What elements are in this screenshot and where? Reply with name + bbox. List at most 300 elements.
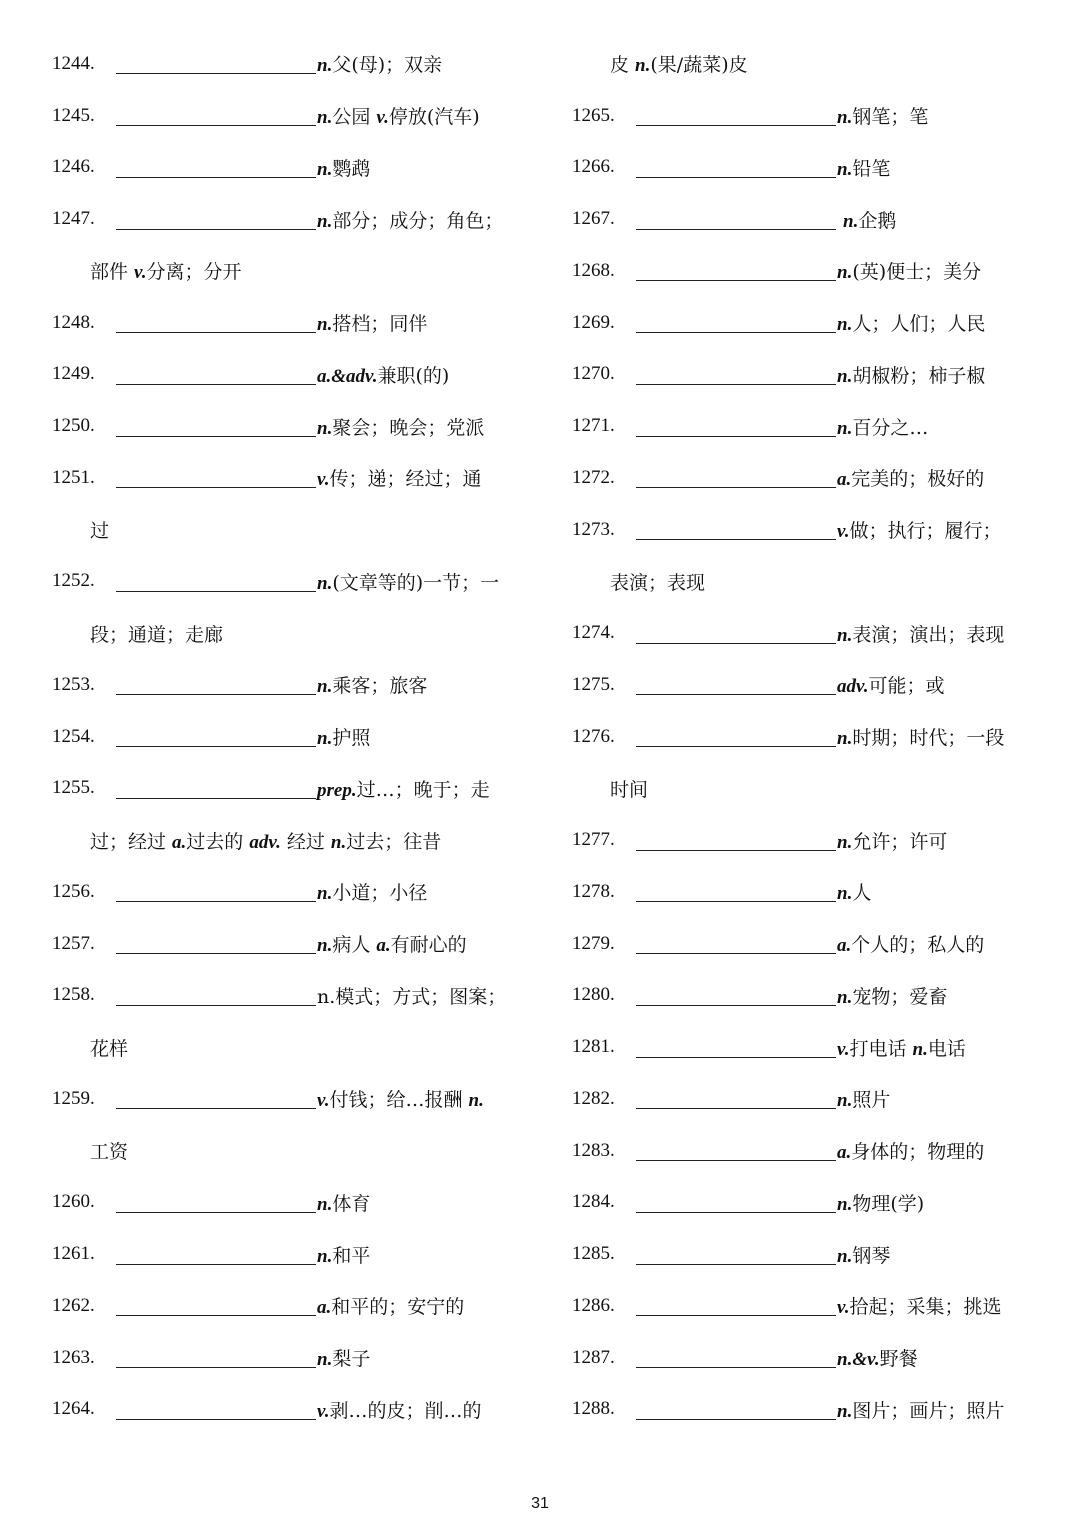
part-of-speech: n. (317, 1245, 333, 1267)
vocab-entry (572, 504, 1042, 556)
definition (837, 1085, 890, 1112)
meaning-text: 宠物；爱畜 (852, 985, 948, 1008)
definition (317, 1396, 482, 1423)
vocab-entry (52, 556, 522, 608)
answer-blank[interactable] (116, 1347, 316, 1368)
meaning-text: 和平 (332, 1244, 371, 1267)
entry-number: 1285. (572, 1243, 615, 1265)
entry-number: 1267. (572, 208, 615, 230)
definition (837, 723, 1004, 750)
meaning-text: 梨子 (332, 1348, 371, 1371)
vocab-entry (572, 452, 1042, 504)
answer-blank[interactable] (116, 881, 316, 902)
definition-continuation (52, 1021, 522, 1073)
answer-blank[interactable] (116, 674, 316, 695)
meaning-text: 经过 (280, 830, 331, 853)
definition (317, 309, 427, 336)
part-of-speech: n. (317, 728, 333, 750)
vocab-entry (52, 1332, 522, 1384)
part-of-speech: n. (317, 417, 333, 439)
part-of-speech: n. (317, 935, 333, 957)
meaning-text: 人 (852, 882, 872, 905)
part-of-speech: n. (837, 728, 853, 750)
part-of-speech: n. (317, 210, 333, 232)
part-of-speech: n. (912, 1038, 928, 1060)
definition (837, 1137, 984, 1164)
meaning-text: 病人 (332, 934, 377, 957)
definition (317, 102, 480, 129)
meaning-text: 乘客；旅客 (332, 675, 428, 698)
part-of-speech: n. (317, 55, 333, 77)
answer-blank[interactable] (116, 933, 316, 954)
part-of-speech: n. (317, 314, 333, 336)
vocab-entry (572, 1332, 1042, 1384)
answer-blank[interactable] (636, 1088, 836, 1109)
meaning-text: (英)便士；美分 (852, 261, 982, 284)
vocab-entry (572, 918, 1042, 970)
vocab-entry (52, 866, 522, 918)
definition (837, 516, 1002, 543)
part-of-speech: a.&adv. (317, 365, 378, 387)
vocab-entry (572, 90, 1042, 142)
answer-blank[interactable] (636, 157, 836, 178)
definition (90, 827, 441, 854)
vocab-entry (572, 1177, 1042, 1229)
entry-number: 1278. (572, 880, 615, 902)
entry-number: 1265. (572, 104, 615, 126)
entry-number: 1269. (572, 311, 615, 333)
meaning-text: 段；通道；走廊 (90, 623, 224, 646)
meaning-text: 过；经过 (90, 830, 173, 853)
definition (837, 206, 896, 233)
answer-blank[interactable] (636, 416, 836, 437)
meaning-text: 护照 (332, 727, 371, 750)
answer-blank[interactable] (636, 1192, 836, 1213)
answer-blank[interactable] (636, 260, 836, 281)
part-of-speech: a. (837, 1142, 852, 1164)
meaning-text: 过去；往昔 (346, 830, 442, 853)
meaning-text: 小道；小径 (332, 882, 428, 905)
vocab-entry (572, 659, 1042, 711)
meaning-text: (果/蔬菜)皮 (650, 54, 748, 77)
vocab-entry (52, 970, 522, 1022)
meaning-text: (文章等的)一节；一 (332, 571, 500, 594)
entry-number: 1274. (572, 622, 615, 644)
entry-number: 1277. (572, 829, 615, 851)
vocab-entry (572, 1073, 1042, 1125)
part-of-speech: adv. (249, 831, 281, 853)
entry-number: 1288. (572, 1398, 615, 1420)
definition (90, 1034, 128, 1061)
part-of-speech: n. (837, 624, 853, 646)
vocab-entry (572, 297, 1042, 349)
definition (837, 1034, 966, 1061)
definition (317, 982, 506, 1009)
answer-blank[interactable] (636, 1037, 836, 1058)
definition (317, 878, 427, 905)
answer-blank[interactable] (116, 1088, 316, 1109)
entry-number: 1248. (52, 311, 95, 333)
meaning-text: 停放(汽车) (388, 106, 480, 129)
definition-continuation (52, 814, 522, 866)
answer-blank[interactable] (116, 1244, 316, 1265)
answer-blank[interactable] (116, 467, 316, 488)
vocab-entry (52, 659, 522, 711)
vocab-entry (52, 711, 522, 763)
part-of-speech: v. (837, 521, 850, 543)
meaning-text: 有耐心的 (390, 934, 467, 957)
definition (837, 1292, 1002, 1319)
definition (317, 1085, 484, 1112)
left-column (52, 38, 522, 1435)
part-of-speech: n. (837, 417, 853, 439)
definition (90, 516, 109, 543)
definition (837, 620, 1004, 647)
meaning-text: 过…；晚于；走 (356, 778, 490, 801)
definition (317, 361, 449, 388)
entry-number: 1262. (52, 1294, 95, 1316)
right-column (572, 38, 1042, 1435)
definition (90, 257, 242, 284)
entry-number: 1252. (52, 570, 95, 592)
vocab-entry (52, 763, 522, 815)
definition-continuation (572, 38, 1042, 90)
answer-blank[interactable] (116, 416, 316, 437)
vocab-entry (52, 38, 522, 90)
meaning-text: 照片 (852, 1089, 891, 1112)
entry-number: 1249. (52, 363, 95, 385)
definition (317, 1189, 370, 1216)
definition (610, 568, 705, 595)
answer-blank[interactable] (636, 1295, 836, 1316)
vocab-entry (52, 90, 522, 142)
entry-number: 1283. (572, 1139, 615, 1161)
meaning-text: 时期；时代；一段 (852, 727, 1005, 750)
vocab-entry (52, 1228, 522, 1280)
entry-number: 1251. (52, 466, 95, 488)
meaning-text: 胡椒粉；柿子椒 (852, 364, 986, 387)
answer-blank[interactable] (636, 830, 836, 851)
answer-blank[interactable] (636, 1140, 836, 1161)
part-of-speech: a. (172, 831, 187, 853)
entry-number: 1254. (52, 725, 95, 747)
entry-number: 1270. (572, 363, 615, 385)
definition (317, 50, 442, 77)
answer-blank[interactable] (636, 1244, 836, 1265)
answer-blank[interactable] (116, 1295, 316, 1316)
part-of-speech: a. (376, 935, 391, 957)
definition (317, 723, 370, 750)
part-of-speech: n. (468, 1090, 484, 1112)
meaning-text: 身体的；物理的 (851, 1141, 985, 1164)
definition (90, 1137, 128, 1164)
entry-number: 1245. (52, 104, 95, 126)
vocab-entry (52, 193, 522, 245)
answer-blank[interactable] (116, 157, 316, 178)
entry-number: 1280. (572, 984, 615, 1006)
part-of-speech: v. (134, 262, 147, 284)
answer-blank[interactable] (116, 105, 316, 126)
meaning-text: 过去的 (186, 830, 250, 853)
vocab-entry (52, 400, 522, 452)
part-of-speech: n. (837, 1090, 853, 1112)
part-of-speech: n. (317, 158, 333, 180)
definition (837, 1396, 1004, 1423)
meaning-text: 企鹅 (858, 209, 897, 232)
vocab-entry (572, 1384, 1042, 1436)
meaning-text: n.模式；方式；图案； (317, 985, 507, 1008)
meaning-text: 兼职(的) (377, 364, 450, 387)
part-of-speech: n. (317, 883, 333, 905)
vocab-entry (572, 607, 1042, 659)
answer-blank[interactable] (116, 209, 316, 230)
meaning-text: 允许；许可 (852, 830, 948, 853)
answer-blank[interactable] (116, 364, 316, 385)
entry-number: 1246. (52, 156, 95, 178)
part-of-speech: n. (837, 107, 853, 129)
definition (317, 568, 499, 595)
entry-number: 1272. (572, 466, 615, 488)
part-of-speech: a. (837, 935, 852, 957)
definition-continuation (52, 504, 522, 556)
part-of-speech: n. (317, 1349, 333, 1371)
definition (837, 102, 928, 129)
meaning-text: 可能；或 (868, 675, 945, 698)
entry-number: 1279. (572, 932, 615, 954)
entry-number: 1258. (52, 984, 95, 1006)
meaning-text: 铅笔 (852, 157, 891, 180)
part-of-speech: n. (837, 365, 853, 387)
part-of-speech: n. (330, 831, 347, 853)
part-of-speech: n. (837, 158, 853, 180)
answer-blank[interactable] (636, 519, 836, 540)
vocab-entry (52, 1384, 522, 1436)
meaning-text: 做；执行；履行； (849, 520, 1002, 543)
answer-blank[interactable] (636, 1347, 836, 1368)
definition (317, 413, 484, 440)
meaning-text: 公园 (332, 106, 377, 129)
meaning-text: 拾起；采集；挑选 (849, 1296, 1002, 1319)
answer-blank[interactable] (116, 726, 316, 747)
part-of-speech: n. (837, 831, 853, 853)
vocab-entry (572, 970, 1042, 1022)
answer-blank[interactable] (636, 209, 836, 230)
part-of-speech: adv. (837, 676, 869, 698)
vocab-entry (572, 193, 1042, 245)
part-of-speech: n. (837, 1245, 853, 1267)
part-of-speech: a. (317, 1297, 332, 1319)
definition (837, 930, 984, 957)
answer-blank[interactable] (636, 1399, 836, 1420)
meaning-text: 个人的；私人的 (851, 934, 985, 957)
meaning-text: 时间 (610, 778, 649, 801)
answer-blank[interactable] (116, 312, 316, 333)
definition (317, 154, 370, 181)
vocab-entry (52, 349, 522, 401)
meaning-text: 打电话 (849, 1037, 913, 1060)
meaning-text: 图片；画片；照片 (852, 1399, 1005, 1422)
meaning-text: 物理(学) (852, 1192, 925, 1215)
definition-continuation (52, 1125, 522, 1177)
vocab-entry (572, 245, 1042, 297)
entry-number: 1287. (572, 1346, 615, 1368)
vocab-entry (52, 1177, 522, 1229)
entry-number: 1284. (572, 1191, 615, 1213)
definition-continuation (572, 763, 1042, 815)
definition (317, 1344, 370, 1371)
entry-number: 1276. (572, 725, 615, 747)
vocab-entry (572, 349, 1042, 401)
definition (837, 1189, 924, 1216)
entry-number: 1256. (52, 880, 95, 902)
part-of-speech: v. (317, 1090, 330, 1112)
answer-blank[interactable] (116, 1192, 316, 1213)
answer-blank[interactable] (116, 985, 316, 1006)
definition (610, 775, 648, 802)
answer-blank[interactable] (636, 312, 836, 333)
vocab-entry (572, 1125, 1042, 1177)
entry-number: 1286. (572, 1294, 615, 1316)
definition (837, 827, 947, 854)
definition (90, 620, 223, 647)
part-of-speech: v. (837, 1297, 850, 1319)
definition (837, 1344, 918, 1371)
entry-number: 1255. (52, 777, 95, 799)
answer-blank[interactable] (116, 571, 316, 592)
meaning-text: 付钱；给…报酬 (329, 1089, 469, 1112)
entry-number: 1282. (572, 1087, 615, 1109)
definition-continuation (572, 556, 1042, 608)
entry-number: 1253. (52, 673, 95, 695)
answer-blank[interactable] (636, 881, 836, 902)
entry-number: 1263. (52, 1346, 95, 1368)
definition (837, 982, 947, 1009)
entry-number: 1244. (52, 52, 95, 74)
answer-blank[interactable] (636, 105, 836, 126)
entry-number: 1281. (572, 1036, 615, 1058)
part-of-speech: n. (837, 883, 853, 905)
vocab-entry (572, 1228, 1042, 1280)
answer-blank[interactable] (636, 674, 836, 695)
entry-number: 1264. (52, 1398, 95, 1420)
meaning-text: 部分；成分；角色； (332, 209, 504, 232)
answer-blank[interactable] (636, 985, 836, 1006)
meaning-text: 工资 (90, 1141, 129, 1164)
entry-number: 1275. (572, 673, 615, 695)
definition (837, 361, 985, 388)
entry-number: 1266. (572, 156, 615, 178)
definition (837, 257, 981, 284)
vocab-entry (52, 1280, 522, 1332)
part-of-speech: n. (837, 1193, 853, 1215)
vocab-entry (572, 142, 1042, 194)
definition (837, 309, 985, 336)
vocab-entry (52, 1073, 522, 1125)
part-of-speech: n. (635, 55, 651, 77)
entry-number: 1261. (52, 1243, 95, 1265)
definition (837, 1241, 890, 1268)
vocab-entry (572, 400, 1042, 452)
page-number: 31 (531, 1495, 549, 1512)
vocab-entry (52, 142, 522, 194)
part-of-speech: v. (317, 469, 330, 491)
part-of-speech: v. (376, 107, 389, 129)
entry-number: 1250. (52, 415, 95, 437)
answer-blank[interactable] (636, 933, 836, 954)
vocab-entry (52, 297, 522, 349)
vocab-entry (572, 1280, 1042, 1332)
answer-blank[interactable] (636, 467, 836, 488)
definition (317, 775, 490, 802)
vocab-entry (52, 452, 522, 504)
meaning-text: 过 (90, 520, 110, 543)
meaning-text: 百分之… (852, 416, 929, 439)
meaning-text: 表演；演出；表现 (852, 623, 1005, 646)
entry-number: 1273. (572, 518, 615, 540)
definition-continuation (52, 245, 522, 297)
vocab-entry (52, 918, 522, 970)
meaning-text: 钢琴 (852, 1244, 891, 1267)
meaning-text: 野餐 (879, 1348, 918, 1371)
definition (317, 930, 467, 957)
part-of-speech: n. (317, 676, 333, 698)
part-of-speech: v. (317, 1400, 330, 1422)
meaning-text: 剥…的皮；削…的 (329, 1399, 482, 1422)
definition (317, 1241, 370, 1268)
definition (837, 671, 945, 698)
part-of-speech: n. (843, 210, 859, 232)
answer-blank[interactable] (636, 726, 836, 747)
answer-blank[interactable] (636, 364, 836, 385)
meaning-text: 分离；分开 (146, 261, 242, 284)
answer-blank[interactable] (116, 53, 316, 74)
part-of-speech: prep. (317, 779, 357, 801)
definition (837, 154, 890, 181)
meaning-text: 传；递；经过；通 (329, 468, 482, 491)
part-of-speech: n. (317, 1193, 333, 1215)
meaning-text: 电话 (927, 1037, 966, 1060)
vocab-entry (572, 1021, 1042, 1073)
meaning-text: 人；人们；人民 (852, 313, 986, 336)
definition (837, 464, 984, 491)
meaning-text: 钢笔；笔 (852, 106, 929, 129)
meaning-text: 花样 (90, 1037, 129, 1060)
part-of-speech: a. (837, 469, 852, 491)
answer-blank[interactable] (116, 1399, 316, 1420)
definition (317, 671, 427, 698)
vocab-entry (572, 814, 1042, 866)
definition (317, 464, 482, 491)
meaning-text: 和平的；安宁的 (331, 1296, 465, 1319)
part-of-speech: n. (837, 314, 853, 336)
meaning-text: 聚会；晚会；党派 (332, 416, 485, 439)
meaning-text: 部件 (90, 261, 135, 284)
answer-blank[interactable] (116, 778, 316, 799)
part-of-speech: n. (837, 262, 853, 284)
entry-number: 1259. (52, 1087, 95, 1109)
definition (317, 206, 503, 233)
meaning-text: 搭档；同伴 (332, 313, 428, 336)
definition (610, 50, 748, 77)
part-of-speech: n. (837, 1400, 853, 1422)
meaning-text: 父(母)；双亲 (332, 54, 443, 77)
definition-continuation (52, 607, 522, 659)
definition (837, 413, 928, 440)
definition (837, 878, 871, 905)
meaning-text: 完美的；极好的 (851, 468, 985, 491)
vocab-entry (572, 711, 1042, 763)
answer-blank[interactable] (636, 623, 836, 644)
